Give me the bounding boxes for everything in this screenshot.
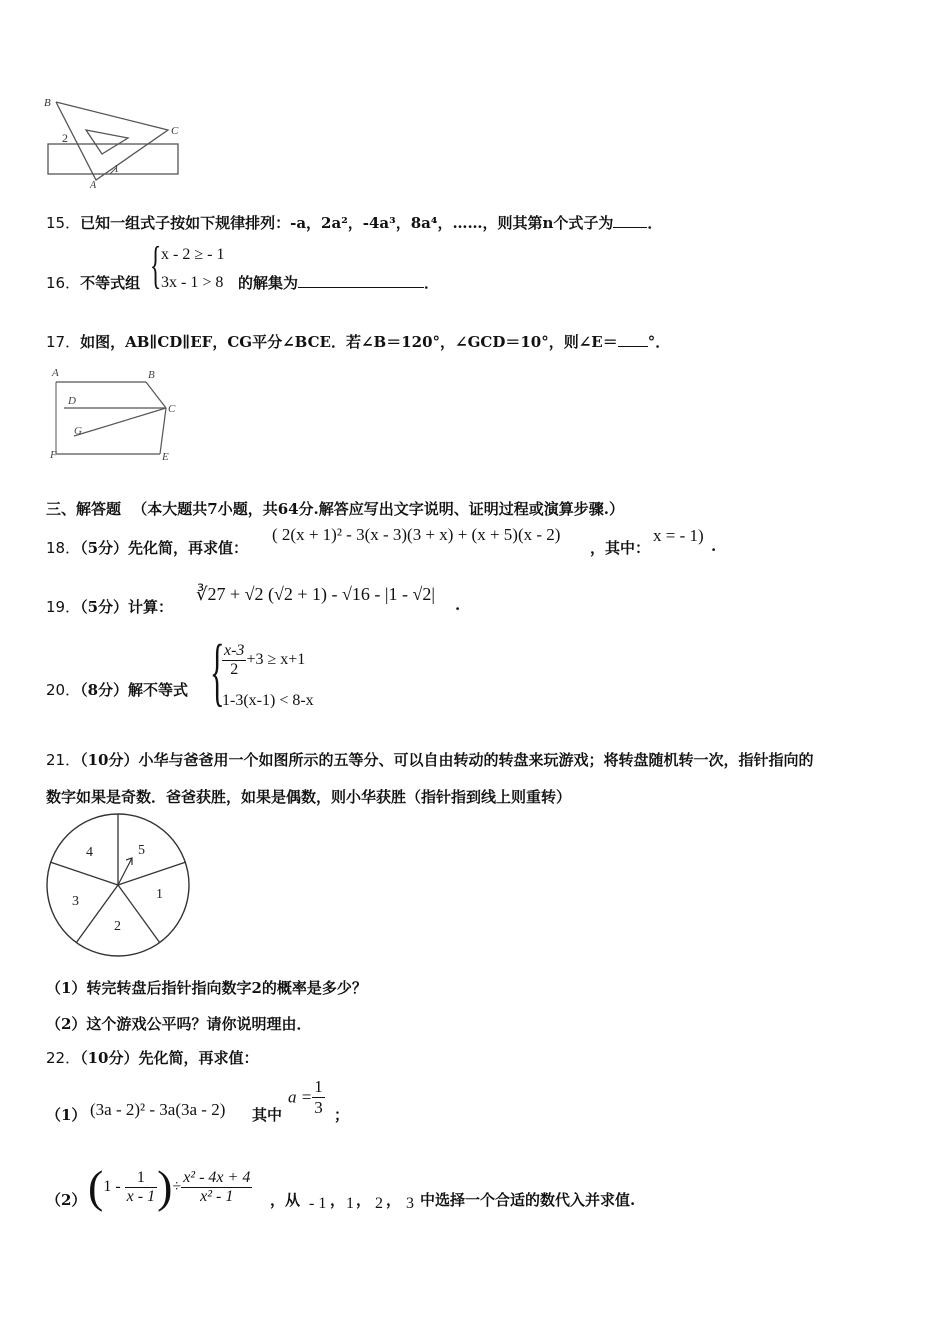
term: 1 - (103, 1178, 121, 1195)
sector-5: 5 (138, 843, 145, 858)
figure-parallel-lines (44, 364, 184, 464)
spinner-figure (40, 810, 196, 960)
choice-2: 1 (346, 1195, 354, 1212)
choice-3: 2 (375, 1195, 383, 1212)
fraction-denominator: x² - 1 (200, 1187, 234, 1205)
sector-2: 2 (114, 919, 121, 934)
section-note: （本大题共7小题，共64分.解答应写出文字说明、证明过程或演算步骤.） (132, 500, 625, 518)
comma-separator: ， (356, 1191, 372, 1209)
label-1: 1 (114, 164, 119, 175)
question-end: ． (424, 274, 440, 292)
question-21 (46, 749, 813, 770)
question-text: （8分）解不等式 (80, 681, 189, 699)
sector-1: 1 (156, 887, 163, 902)
comma-separator: ， (330, 1191, 346, 1209)
inequality-system-20 (210, 630, 340, 716)
question-18-mid: ，其中： (590, 539, 651, 557)
label-a: A (90, 180, 97, 190)
comma-separator: ， (386, 1191, 402, 1209)
question-text: 已知一组式子按如下规律排列：-a，2a²，-4a³，8a⁴，……，则其第n个式子为 (80, 214, 614, 232)
answer-blank (298, 273, 424, 288)
label-f: F (50, 449, 57, 461)
sector-4: 4 (86, 845, 93, 860)
figure-ruler-triangle (40, 92, 190, 190)
inequality-system-16 (150, 237, 236, 300)
question-22-part2-label: （2） (46, 1191, 87, 1209)
fraction-numerator: 1 (314, 1077, 323, 1096)
question-22-part1-mid: 其中 (252, 1106, 283, 1124)
question-number: 17． (46, 333, 81, 351)
question-number: 16． (46, 274, 81, 292)
question-15 (46, 212, 662, 233)
question-16 (46, 272, 140, 293)
expression-22-1: (3a - 2)² - 3a(3a - 2) (90, 1100, 226, 1119)
inequality-rest: +3 ≥ x+1 (246, 651, 306, 669)
question-text: （5分）先化简，再求值： (80, 539, 249, 557)
label-e: E (162, 451, 169, 463)
expression-22-2: (1 - $\frac{1}{x - 1}$ )÷ $\frac{\text{x² - 4x + 4}}{\text{x² - 1}}$ (88, 1161, 251, 1212)
question-text: 的解集为 (238, 274, 299, 292)
label-g: G (74, 425, 82, 437)
question-16-suffix (238, 272, 439, 293)
question-text: （5分）计算： (80, 598, 174, 616)
fraction-denominator: 3 (314, 1098, 323, 1117)
inequality-1 (222, 642, 305, 679)
condition-18: x = - 1) (653, 526, 704, 545)
question-21-line2: 数字如果是奇数．爸爸获胜，如果是偶数，则小华获胜（指针指到线上则重转） (46, 788, 572, 806)
question-end: ； (334, 1106, 350, 1124)
question-17 (46, 331, 670, 352)
question-number: 20． (46, 681, 81, 699)
label-c: C (171, 125, 179, 137)
label-a: A (52, 367, 59, 379)
label-b: B (148, 369, 155, 381)
condition-22-1 (288, 1077, 325, 1118)
question-19 (46, 596, 173, 617)
question-end: . (455, 596, 461, 614)
variable: a = (288, 1087, 313, 1107)
question-number: 22． (46, 1049, 81, 1067)
label-2: 2 (62, 131, 68, 145)
question-number: 19． (46, 598, 81, 616)
label-d: D (68, 395, 76, 407)
choice-1: - 1 (309, 1195, 327, 1212)
fraction-numerator: 1 (125, 1169, 157, 1188)
fraction-2 (181, 1169, 252, 1206)
expression-18: ( 2(x + 1)² - 3(x - 3)(3 + x) + (x + 5)(x - 2) (272, 525, 561, 544)
question-20 (46, 679, 188, 700)
fraction-denominator: x - 1 (126, 1187, 156, 1205)
question-end: °． (647, 333, 671, 351)
question-text: （10分）先化简，再求值： (80, 1049, 259, 1067)
fraction-numerator: x² - 4x + 4 (183, 1168, 251, 1186)
question-text-line1: （10分）小华与爸爸用一个如图所示的五等分、可以自由转动的转盘来玩游戏；将转盘随机转一次，指针指向的 (80, 751, 814, 769)
question-number: 18． (46, 539, 81, 557)
label-b: B (44, 97, 51, 109)
answer-blank (618, 332, 648, 347)
inequality-1: x - 2 ≥ - 1 (161, 246, 225, 263)
inequality-2: 3x - 1 > 8 (161, 274, 224, 291)
question-end: . (711, 537, 717, 555)
question-22-part2-end: 中选择一个合适的数代入并求值. (420, 1191, 636, 1209)
inequality-2: 1-3(x-1) < 8-x (222, 692, 314, 709)
choice-4: 3 (406, 1195, 414, 1212)
question-end: ． (647, 214, 663, 232)
question-22 (46, 1047, 258, 1068)
question-number: 21． (46, 751, 81, 769)
fraction-1 (125, 1169, 157, 1206)
answer-blank (613, 213, 647, 228)
question-number: 15． (46, 214, 81, 232)
expression-19: ∛27 + √2 (√2 + 1) - √16 - |1 - √2| (196, 584, 435, 604)
question-18 (46, 537, 248, 558)
question-21-sub1: （1）转完转盘后指针指向数字2的概率是多少？ (46, 979, 367, 997)
question-22-part2-from: ，从 (270, 1191, 301, 1209)
divide-sign: ÷ (172, 1178, 182, 1195)
fraction-denominator: 2 (230, 661, 239, 678)
left-brace: { (150, 237, 162, 294)
label-c: C (168, 403, 176, 415)
question-text: 如图，AB∥CD∥EF，CG平分∠BCE．若∠B＝120°，∠GCD＝10°，则∠E＝ (80, 333, 618, 351)
fraction (312, 1077, 325, 1118)
sector-3: 3 (72, 894, 79, 909)
left-brace: { (210, 630, 225, 714)
question-22-part1-label: （1） (46, 1106, 87, 1124)
question-21-sub2: （2）这个游戏公平吗？请你说明理由． (46, 1015, 312, 1033)
section-heading (46, 498, 624, 519)
section-title: 三、解答题 (46, 500, 122, 518)
fraction-numerator: x-3 (224, 642, 245, 659)
question-text: 不等式组 (80, 274, 141, 292)
